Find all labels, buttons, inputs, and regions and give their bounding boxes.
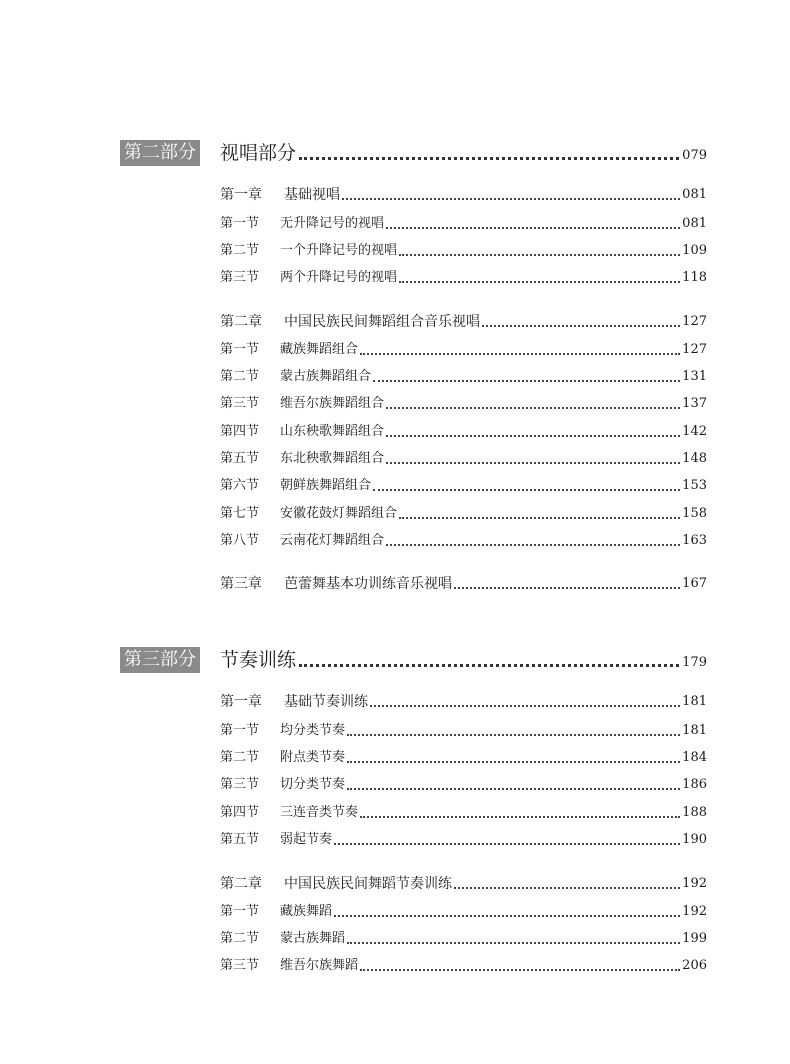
- dot-leader: [334, 843, 680, 845]
- section-title: 山东秧歌舞蹈组合: [280, 424, 385, 439]
- part-badge: 第三部分: [120, 647, 200, 673]
- chapter-title: 中国民族民间舞蹈节奏训练: [284, 876, 452, 892]
- section-page-number: 153: [682, 478, 707, 493]
- dot-leader: [370, 705, 680, 707]
- dot-leader: [399, 517, 680, 519]
- section-label: 第一节: [220, 904, 260, 919]
- chapter-entry[interactable]: [220, 312, 707, 332]
- dot-leader: [360, 969, 680, 971]
- dot-leader: [299, 157, 679, 160]
- chapter-page-number: 081: [682, 187, 707, 202]
- section-entry[interactable]: [220, 449, 707, 469]
- chapter-label: 第一章: [220, 187, 262, 203]
- part-badge: 第二部分: [120, 140, 200, 166]
- section-title: 无升降记号的视唱: [280, 216, 385, 231]
- section-title: 蒙古族舞蹈组合: [280, 369, 372, 384]
- section-entry[interactable]: [220, 902, 707, 922]
- section-entry[interactable]: [220, 531, 707, 551]
- section-title: 一个升降记号的视唱: [280, 243, 398, 258]
- dot-leader: [373, 489, 680, 491]
- section-page-number: 163: [682, 533, 707, 548]
- section-label: 第四节: [220, 424, 260, 439]
- part-heading[interactable]: [120, 647, 707, 673]
- section-label: 第二节: [220, 369, 260, 384]
- section-entry[interactable]: [220, 394, 707, 414]
- section-entry[interactable]: [220, 748, 707, 768]
- section-title: 附点类节奏: [280, 750, 346, 765]
- section-page-number: 190: [682, 832, 707, 847]
- section-label: 第八节: [220, 533, 260, 548]
- section-page-number: 199: [682, 931, 707, 946]
- chapter-entry[interactable]: [220, 692, 707, 712]
- section-page-number: 186: [682, 777, 707, 792]
- part-title: 视唱部分: [220, 142, 297, 164]
- chapter-page-number: 127: [682, 314, 707, 329]
- part-page-number: 179: [682, 655, 707, 670]
- section-label: 第三节: [220, 270, 260, 285]
- section-page-number: 081: [682, 216, 707, 231]
- chapter-label: 第二章: [220, 314, 262, 330]
- dot-leader: [373, 380, 680, 382]
- chapter-label: 第二章: [220, 876, 262, 892]
- section-entry[interactable]: [220, 504, 707, 524]
- section-label: 第六节: [220, 478, 260, 493]
- section-title: 安徽花鼓灯舞蹈组合: [280, 506, 398, 521]
- section-page-number: 137: [682, 396, 707, 411]
- dot-leader: [386, 544, 680, 546]
- section-entry[interactable]: [220, 956, 707, 976]
- chapter-entry[interactable]: [220, 185, 707, 205]
- section-entry[interactable]: [220, 340, 707, 360]
- dot-leader: [482, 325, 680, 327]
- section-label: 第二节: [220, 931, 260, 946]
- chapter-entry[interactable]: [220, 574, 707, 594]
- section-label: 第五节: [220, 451, 260, 466]
- section-title: 维吾尔族舞蹈: [280, 958, 359, 973]
- section-label: 第三节: [220, 777, 260, 792]
- dot-leader: [334, 915, 680, 917]
- dot-leader: [386, 227, 680, 229]
- section-page-number: 206: [682, 958, 707, 973]
- section-label: 第七节: [220, 506, 260, 521]
- section-entry[interactable]: [220, 721, 707, 741]
- section-entry[interactable]: [220, 830, 707, 850]
- dot-leader: [299, 664, 679, 667]
- section-title: 三连音类节奏: [280, 805, 359, 820]
- section-title: 云南花灯舞蹈组合: [280, 533, 385, 548]
- dot-leader: [347, 761, 680, 763]
- section-title: 弱起节奏: [280, 832, 333, 847]
- section-label: 第二节: [220, 750, 260, 765]
- section-entry[interactable]: [220, 929, 707, 949]
- section-title: 蒙古族舞蹈: [280, 931, 346, 946]
- section-label: 第三节: [220, 396, 260, 411]
- section-title: 朝鲜族舞蹈组合: [280, 478, 372, 493]
- section-label: 第五节: [220, 832, 260, 847]
- chapter-title: 中国民族民间舞蹈组合音乐视唱: [284, 314, 480, 330]
- section-entry[interactable]: [220, 214, 707, 234]
- section-page-number: 188: [682, 805, 707, 820]
- chapter-title: 芭蕾舞基本功训练音乐视唱: [284, 576, 452, 592]
- section-title: 两个升降记号的视唱: [280, 270, 398, 285]
- dot-leader: [399, 254, 680, 256]
- dot-leader: [454, 587, 680, 589]
- section-title: 藏族舞蹈: [280, 904, 333, 919]
- part-line: [220, 140, 707, 166]
- dot-leader: [454, 887, 680, 889]
- section-label: 第四节: [220, 805, 260, 820]
- section-page-number: 192: [682, 904, 707, 919]
- section-page-number: 109: [682, 243, 707, 258]
- dot-leader: [347, 788, 680, 790]
- section-entry[interactable]: [220, 241, 707, 261]
- section-label: 第一节: [220, 723, 260, 738]
- section-entry[interactable]: [220, 803, 707, 823]
- section-entry[interactable]: [220, 775, 707, 795]
- section-entry[interactable]: [220, 422, 707, 442]
- dot-leader: [399, 281, 680, 283]
- chapter-label: 第三章: [220, 576, 262, 592]
- chapter-page-number: 192: [682, 876, 707, 891]
- section-entry[interactable]: [220, 367, 707, 387]
- part-line: [220, 647, 707, 673]
- section-entry[interactable]: [220, 268, 707, 288]
- dot-leader: [347, 734, 680, 736]
- part-page-number: 079: [682, 148, 707, 163]
- dot-leader: [386, 462, 680, 464]
- dot-leader: [386, 407, 680, 409]
- section-page-number: 148: [682, 451, 707, 466]
- dot-leader: [386, 435, 680, 437]
- chapter-title: 基础视唱: [284, 187, 340, 203]
- chapter-page-number: 167: [682, 576, 707, 591]
- chapter-page-number: 181: [682, 694, 707, 709]
- chapter-entry[interactable]: [220, 874, 707, 894]
- dot-leader: [347, 942, 680, 944]
- dot-leader: [360, 353, 680, 355]
- section-title: 均分类节奏: [280, 723, 346, 738]
- section-page-number: 184: [682, 750, 707, 765]
- section-label: 第一节: [220, 342, 260, 357]
- section-title: 切分类节奏: [280, 777, 346, 792]
- part-title: 节奏训练: [220, 649, 297, 671]
- section-page-number: 142: [682, 424, 707, 439]
- section-title: 东北秧歌舞蹈组合: [280, 451, 385, 466]
- chapter-title: 基础节奏训练: [284, 694, 368, 710]
- section-title: 维吾尔族舞蹈组合: [280, 396, 385, 411]
- section-label: 第二节: [220, 243, 260, 258]
- section-page-number: 118: [682, 270, 707, 285]
- dot-leader: [342, 198, 680, 200]
- section-page-number: 158: [682, 506, 707, 521]
- section-title: 藏族舞蹈组合: [280, 342, 359, 357]
- section-entry[interactable]: [220, 476, 707, 496]
- dot-leader: [360, 816, 680, 818]
- section-page-number: 127: [682, 342, 707, 357]
- section-page-number: 131: [682, 369, 707, 384]
- section-page-number: 181: [682, 723, 707, 738]
- section-label: 第三节: [220, 958, 260, 973]
- part-heading[interactable]: [120, 140, 707, 166]
- chapter-label: 第一章: [220, 694, 262, 710]
- section-label: 第一节: [220, 216, 260, 231]
